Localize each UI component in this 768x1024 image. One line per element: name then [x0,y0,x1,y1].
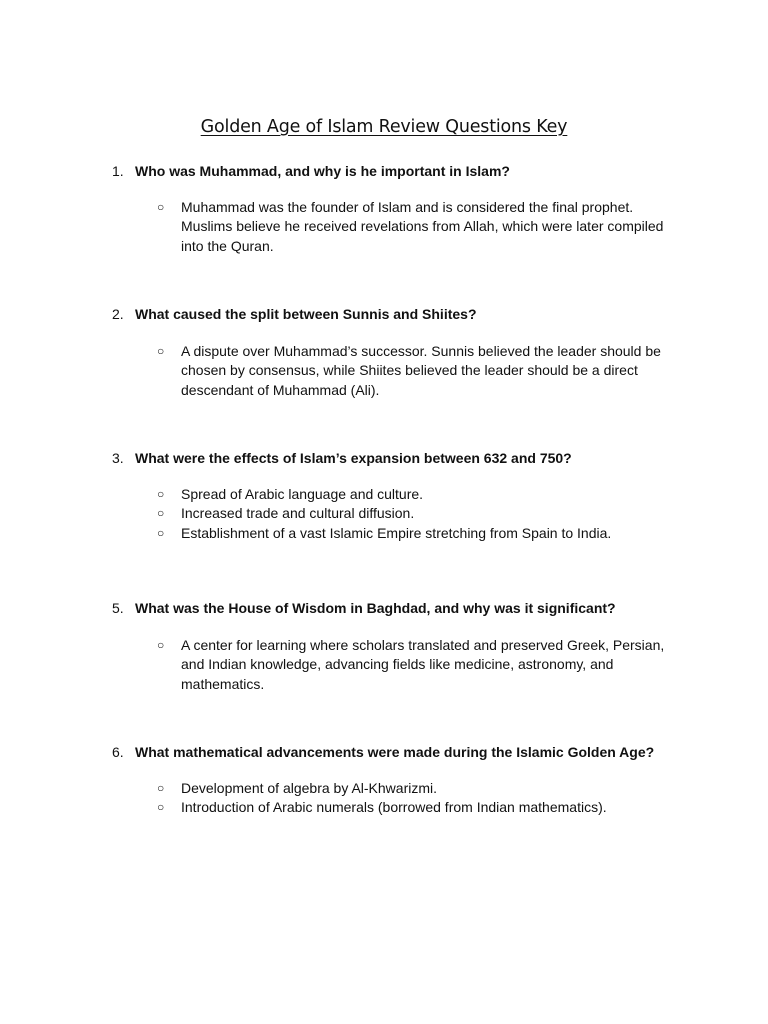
answer-text: Increased trade and cultural diffusion. [181,505,415,522]
answer-item [157,636,677,694]
question-text: Who was Muhammad, and why is he important in Islam? [135,163,510,179]
answer-text: Establishment of a vast Islamic Empire stretching from Spain to India. [181,524,612,541]
answer-list-5 [157,636,677,694]
hollow-bullet-icon: ○ [157,200,165,214]
answer-item [157,485,677,504]
hollow-bullet-icon: ○ [157,781,165,795]
question-text: What was the House of Wisdom in Baghdad, and why was it significant? [135,600,616,616]
hollow-bullet-icon: ○ [157,800,165,815]
question-text: What mathematical advancements were made during the Islamic Golden Age? [135,744,655,760]
answer-text: Development of algebra by Al-Khwarizmi. [181,780,438,796]
answer-text: A dispute over Muhammad’s successor. Sunnis believed the leader should be chosen by consensus, while Shiites believed the leader should be a direct descendant of Muhammad (Ali). [181,343,661,398]
hollow-bullet-icon: ○ [157,487,165,501]
hollow-bullet-icon: ○ [157,525,165,540]
question-number: 6. [112,744,124,760]
question-text: What were the effects of Islam’s expansion between 632 and 750? [135,450,572,466]
question-number: 2. [112,306,124,322]
answer-list-2 [157,342,677,400]
answer-text: Spread of Arabic language and culture. [181,486,424,502]
answer-item [157,524,677,543]
answer-item [157,198,677,256]
answer-item [157,798,677,817]
document-title: Golden Age of Islam Review Questions Key [200,117,568,137]
answer-item [157,342,677,400]
question-text: What caused the split between Sunnis and Shiites? [135,306,477,322]
question-number: 5. [112,600,124,616]
answer-text: A center for learning where scholars translated and preserved Greek, Persian, and Indian knowledge, advancing fields like medicine, astronomy, and mathematics. [181,637,665,692]
hollow-bullet-icon: ○ [157,344,165,358]
answer-text: Muhammad was the founder of Islam and is considered the final prophet. Muslims believe he received revelations from Allah, which were later compiled into the Quran. [181,199,664,254]
answer-item [157,504,677,523]
answer-text: Introduction of Arabic numerals (borrowed from Indian mathematics). [181,799,607,816]
hollow-bullet-icon: ○ [157,506,165,521]
answer-list-3 [157,485,677,543]
question-number: 1. [112,163,124,179]
answer-list-1 [157,198,677,256]
answer-item [157,779,677,798]
question-number: 3. [112,450,124,466]
answer-list-6 [157,779,677,818]
hollow-bullet-icon: ○ [157,638,165,652]
